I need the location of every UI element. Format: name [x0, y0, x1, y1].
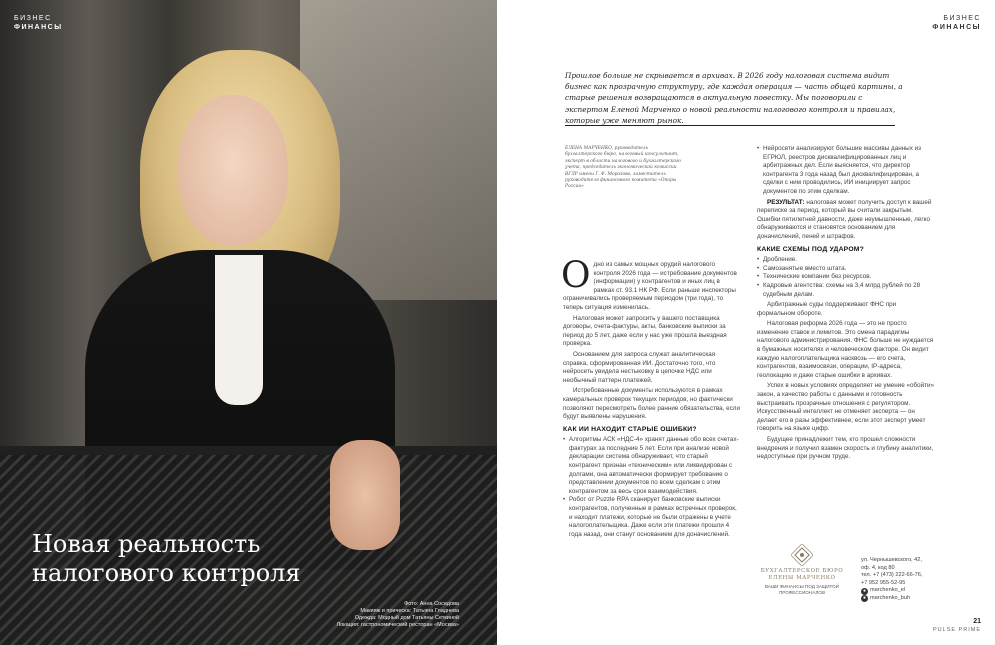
column1-paragraph-3: Основанием для запроса служат аналитическая справка, сформированная ИИ. Достаточно того, что нейросеть увидела нестыковку в цепочке НДС или необычный паттерн платежей.: [563, 350, 716, 384]
contact-block: [861, 557, 981, 603]
credit-clothing: Одежда: Модный дом Татьяны Сеткиной: [354, 615, 459, 621]
right-page: [497, 0, 995, 645]
list-item: • Робот от Puzzle RPA сканирует банковские выписки контрагентов, полученные в рамках встречных проверок, и находит платежи, которые не были отражены в учете налогоплательщика. Даже если эти платежи прошли 4 года назад, они станут основанием для доначислений.: [563, 496, 741, 539]
result-text: налоговая может получить доступ к вашей переписке за период, который вы считали закрытым. Ошибки пятилетней давности, даже неумышленные, легко обнаруживаются и становятся основанием для доначислений, пеней и штрафов.: [757, 198, 932, 240]
photo-face-shape: [178, 95, 288, 245]
lead-divider: [565, 125, 895, 126]
social-handle-1: marchenko_el: [870, 587, 906, 594]
logo-ornament-icon: [791, 544, 813, 566]
list-item: • Дробление.: [757, 256, 935, 265]
portrait-photo: [0, 0, 497, 645]
column2-paragraph-4: Будущее принадлежит тем, кто прошел сложности внедрения и получил взамен скорость и глубину аналитики, недоступные при ручном труде.: [757, 436, 934, 461]
social-handle-2: marchenko_buh: [870, 594, 911, 601]
section-label-line1: БИЗНЕС: [14, 15, 52, 22]
drop-cap: О: [561, 255, 591, 296]
list-item: • Кадровые агентства: схемы на 3,4 млрд рублей по 28 судебным делам.: [757, 282, 935, 299]
credit-location: Локация: гастрономический ресторан «Москва»: [336, 622, 459, 628]
section-label-line2: ФИНАНСЫ: [14, 24, 63, 31]
address-line2: оф. 4, код 80: [861, 564, 895, 571]
section-label-line2: ФИНАНСЫ: [932, 24, 981, 31]
logo-tagline: [759, 584, 845, 596]
result-label: РЕЗУЛЬТАТ:: [767, 198, 805, 206]
column1-bullet-list: [563, 436, 741, 539]
result-paragraph: [757, 199, 935, 242]
address-line1: ул. Чернышевского, 42,: [861, 557, 922, 563]
photo-shirt-shape: [215, 255, 263, 405]
column1-paragraph-4: Истребованные документы используются в рамках камеральных проверок текущих периодов, но фактически позволяют пересмотреть более ранние обязательства, если будут выявлены нарушения.: [563, 387, 740, 421]
logo-tagline-line2: ПРОФЕССИОНАЛОВ: [778, 590, 826, 596]
logo-name-line2: ЕЛЕНЫ МАРЧЕНКО: [768, 574, 836, 581]
expert-caption: ЕЛЕНА МАРЧЕНКО, руководитель бухгалтерского бюро, налоговый консультант, эксперт в области налогового и бухгалтерского учета, председатель экономической комиссии ВГЛР имени Г. Ф. Морозова, заместитель руководителя финансового комитета «Опоры России»: [565, 146, 681, 190]
article-headline: Новая реальность налогового контроля: [32, 530, 301, 587]
column1-paragraph-1: [561, 255, 741, 313]
phone-line1[interactable]: тел. +7 (473) 222-66-76,: [861, 572, 923, 579]
column2-paragraph-3: Успех в новых условиях определяет не умение «обойти» закон, а качество работы с данными и готовность выстраивать прозрачные отношения с регулятором. Искусственный интеллект не отменяет эксперта — он делает его в разы эффективнее, если этот эксперт умеет говорить на языке цифр.: [757, 382, 935, 433]
logo-tagline-line1: ВАШИ ФИНАНСЫ ПОД ЗАЩИТОЙ: [765, 584, 839, 590]
list-item: • Алгоритмы АСК «НДС-4» хранят данные обо всех счетах-фактурах за последние 5 лет. Если при анализе новой декларации система обнаруживает, что старый контрагент признан «техническим» или ликвидирован с долгами, она автоматически формирует требование о представлении документов по всем сделкам с этим контрагентом за весь срок взаимодействия.: [563, 436, 741, 496]
column1-paragraph-1-text: дно из самых мощных орудий налогового контроля 2026 года — истребование документов (информации) у контрагентов и иных лиц в рамках ст. 93.1 НК РФ. Если раньше инспекторы ограничивались проверяемым периодом (три года), то теперь ситуация изменилась.: [563, 261, 737, 311]
list-item: • Самозанятые вместо штата.: [757, 265, 935, 274]
list-item: • Нейросети анализируют большие массивы данных из ЕГРЮЛ, реестров дисквалифицированных лиц и арбитражных дел. Если выясняется, что директор контрагента 3 года назад был дисквалифицирован, а сделки с ним проводились, ИИ инициирует запрос документов по этим сделкам.: [757, 145, 935, 197]
credit-photo: Фото: Анна Соседова: [404, 601, 459, 607]
magazine-name: PULSE PRIME: [933, 627, 981, 633]
social-icon: ●: [862, 587, 867, 594]
column2-subheading: КАКИЕ СХЕМЫ ПОД УДАРОМ?: [757, 245, 865, 253]
credit-makeup: Макияж и прическа: Татьяна Гладнева: [360, 608, 459, 614]
phone-line2[interactable]: +7 952 955-52-95: [861, 579, 906, 586]
column2-paragraph-1: Арбитражные суды поддерживают ФНС при формальном обороте.: [757, 301, 897, 317]
section-label-right: [932, 14, 981, 32]
section-label-line1: БИЗНЕС: [943, 15, 981, 22]
photo-hands-shape: [330, 440, 400, 550]
page-number: 21: [973, 618, 981, 625]
section-label-left: [14, 14, 63, 32]
column2-paragraph-2: Налоговая реформа 2026 года — это не просто изменение ставок и лимитов. Это смена парадигмы налогового администрирования. ФНС больше не нуждается в бумажных носителях и человеческом факторе. Он видит каждую налогоплательщика насквозь — его счета, контрагентов, взаимосвязи, операции, IP-адреса, геолокацию и даже старые ошибки в архивах.: [757, 320, 934, 379]
list-item: • Технические компании без ресурсов.: [757, 273, 935, 282]
social-link-1[interactable]: [861, 587, 981, 595]
column2-top-bullets: [757, 145, 935, 197]
company-logo: [759, 544, 845, 596]
column1-paragraph-2: Налоговая может запросить у вашего поставщика договоры, счета-фактуры, акты, банковские выписки за период до 5 лет, даже если у нас уже прошла выездная проверка.: [563, 314, 727, 348]
photo-credits: [249, 601, 459, 629]
logo-name-line1: БУХГАЛТЕРСКОЕ БЮРО: [760, 568, 844, 574]
article-column-2: [757, 145, 935, 464]
article-column-1: [561, 255, 741, 541]
column2-bullet-list: [757, 256, 935, 299]
column1-subheading: КАК ИИ НАХОДИТ СТАРЫЕ ОШИБКИ?: [563, 425, 697, 433]
article-lead: Прошлое больше не скрывается в архивах. В 2026 году налоговая система видит бизнес как прозрачную структуру, где каждая операция — часть общей картины, а старые решения возвращаются в актуальную повестку. Мы поговорили с экспертом Еленой Марченко о новой реальности налогового контроля и правилах, которые уже меняют рынок.: [565, 71, 903, 125]
social-link-2[interactable]: [861, 595, 981, 603]
social-icon: ●: [862, 595, 867, 602]
